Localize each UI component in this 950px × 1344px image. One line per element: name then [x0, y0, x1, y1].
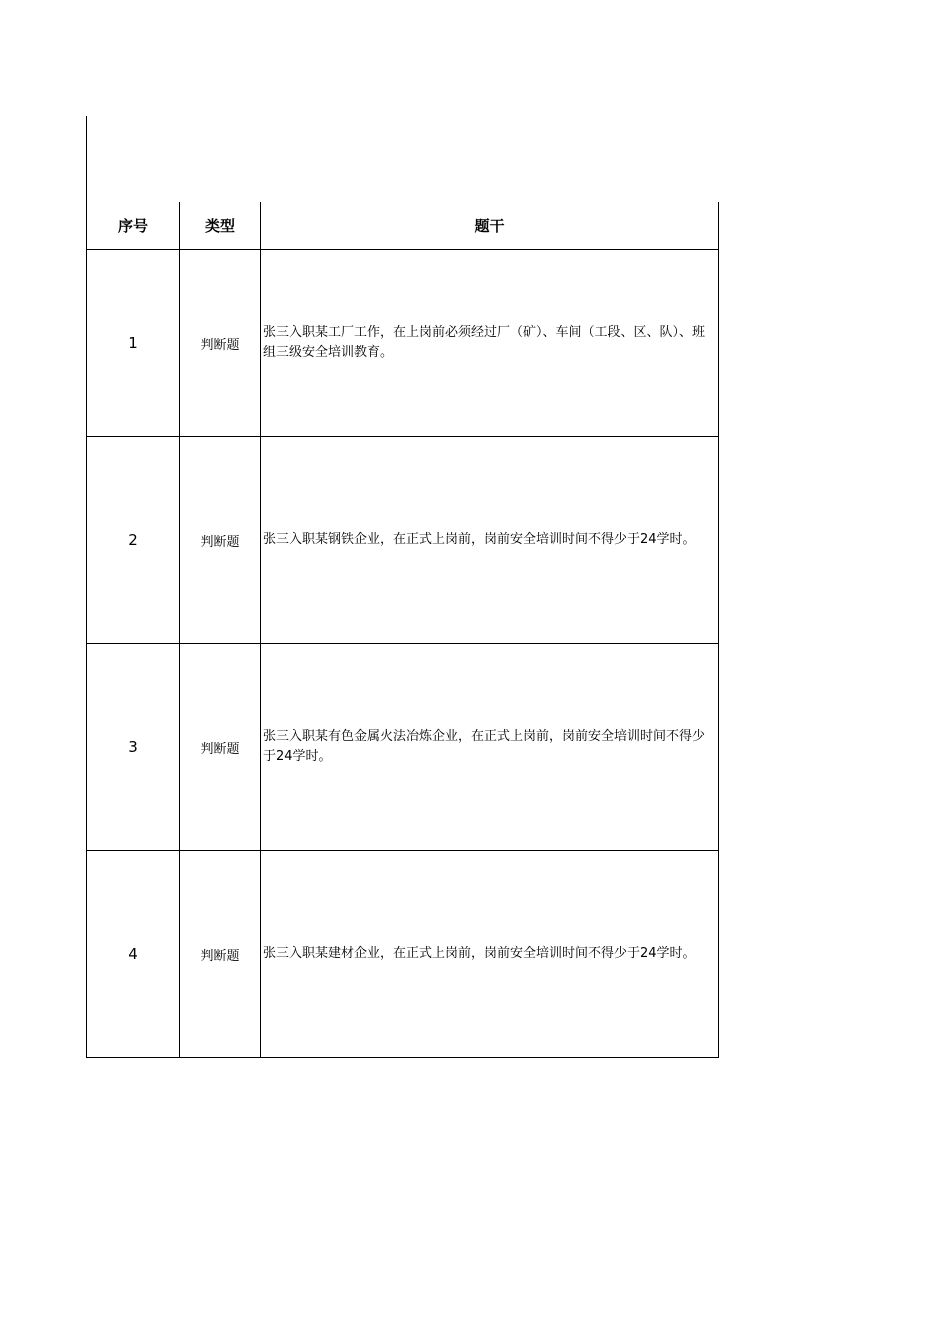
- table-body: [87, 250, 719, 1058]
- header-row: [87, 202, 719, 250]
- question-stem: 张三入职某有色金属火法冶炼企业，在正式上岗前，岗前安全培训时间不得少于24学时。: [261, 644, 719, 851]
- column-header-type: 类型: [180, 202, 261, 250]
- column-header-stem: 题干: [261, 202, 719, 250]
- question-number: 4: [87, 851, 180, 1058]
- question-stem: 张三入职某钢铁企业，在正式上岗前，岗前安全培训时间不得少于24学时。: [261, 437, 719, 644]
- table-header: [87, 202, 719, 250]
- table-row: [87, 851, 719, 1058]
- table-row: [87, 644, 719, 851]
- question-number: 1: [87, 250, 180, 437]
- table-row: [87, 250, 719, 437]
- table-row: [87, 437, 719, 644]
- question-number: 3: [87, 644, 180, 851]
- left-border-line: [86, 116, 87, 204]
- question-number: 2: [87, 437, 180, 644]
- question-type: 判断题: [180, 851, 261, 1058]
- question-type: 判断题: [180, 250, 261, 437]
- question-type: 判断题: [180, 437, 261, 644]
- question-type: 判断题: [180, 644, 261, 851]
- question-table: [86, 202, 719, 1058]
- question-stem: 张三入职某工厂工作，在上岗前必须经过厂（矿）、车间（工段、区、队）、班组三级安全培训教育。: [261, 250, 719, 437]
- question-stem: 张三入职某建材企业，在正式上岗前，岗前安全培训时间不得少于24学时。: [261, 851, 719, 1058]
- column-header-number: 序号: [87, 202, 180, 250]
